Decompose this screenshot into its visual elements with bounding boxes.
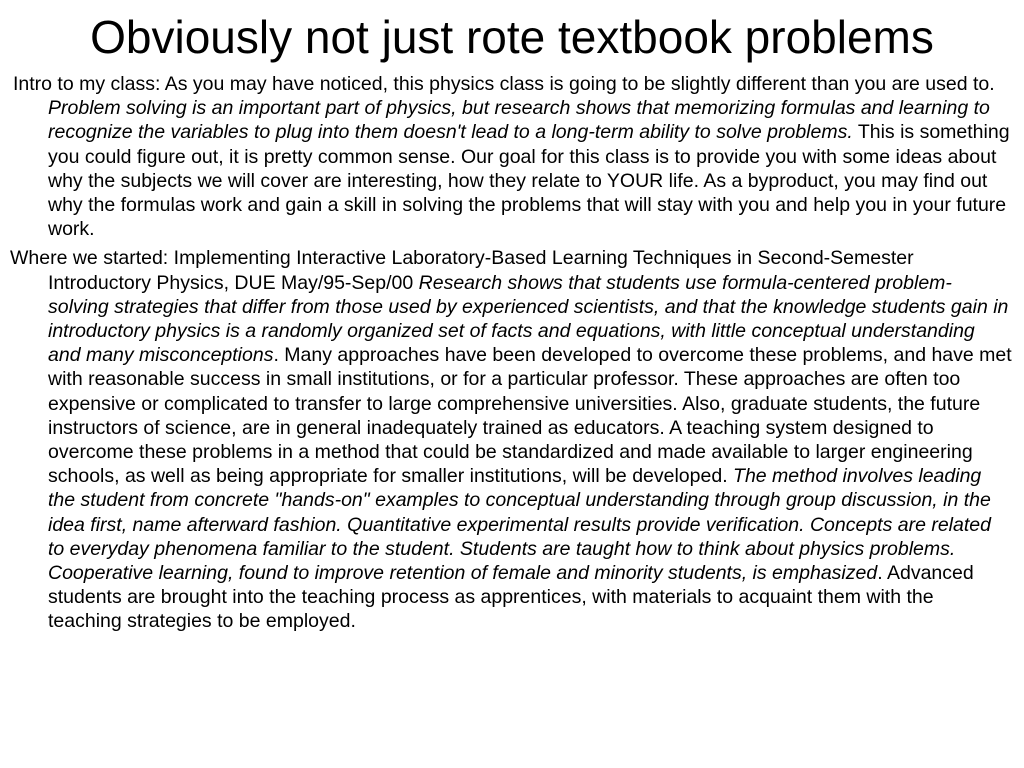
closing-text: . Advanced students are brought into the teaching process as apprentices, with materials to acquaint them with the teaching strategies to be employed. xyxy=(48,562,974,633)
slide-body xyxy=(10,72,1012,639)
background-text: Where we started: Implementing Interactive Laboratory-Based Learning Techniques in Second-Semester Introductory Physics, DUE May/95-Sep/00 xyxy=(10,247,914,294)
method-emphasis: The method involves leading the student from concrete "hands-on" examples to conceptual understanding through group discussion, in the idea first, name afterward fashion. Quantitative experimental results provide verification. Concepts are related to everyday phenomena familiar to the student. Students are taught how to think about physics problems. Cooperative learning, found to improve retention of female and minority students, is emphasized xyxy=(48,465,991,585)
intro-emphasis: Problem solving is an important part of physics, but research shows that memorizing formulas and learning to recognize the variables to plug into them doesn't lead to a long-term ability to solve problems. xyxy=(48,97,990,144)
intro-paragraph xyxy=(10,72,1012,241)
background-paragraph xyxy=(10,246,1012,633)
intro-text-continued: This is something you could figure out, it is pretty common sense. Our goal for this class is to provide you with some ideas about why the subjects we will cover are interesting, how they relate to YOUR life. As a byproduct, you may find out why the formulas work and gain a skill in solving the problems that will stay with you and help you in your future work. xyxy=(48,121,1010,241)
approaches-text: . Many approaches have been developed to overcome these problems, and have met with reasonable success in small institutions, or for a particular professor. These approaches are often too expensive or complicated to transfer to large comprehensive universities. Also, graduate students, the future instructors of science, are in general inadequately trained as educators. A teaching system designed to overcome these problems in a method that could be standardized and made available to larger engineering schools, as well as being appropriate for smaller institutions, will be developed. xyxy=(48,344,1012,488)
research-emphasis: Research shows that students use formula-centered problem-solving strategies that differ from those used by experienced scientists, and that the knowledge students gain in introductory physics is a randomly organized set of facts and equations, with little conceptual understanding and many misconceptions xyxy=(48,271,1009,367)
slide-title: Obviously not just rote textbook problems xyxy=(90,11,934,63)
intro-text: Intro to my class: As you may have noticed, this physics class is going to be slightly different than you are used to. xyxy=(13,73,995,95)
